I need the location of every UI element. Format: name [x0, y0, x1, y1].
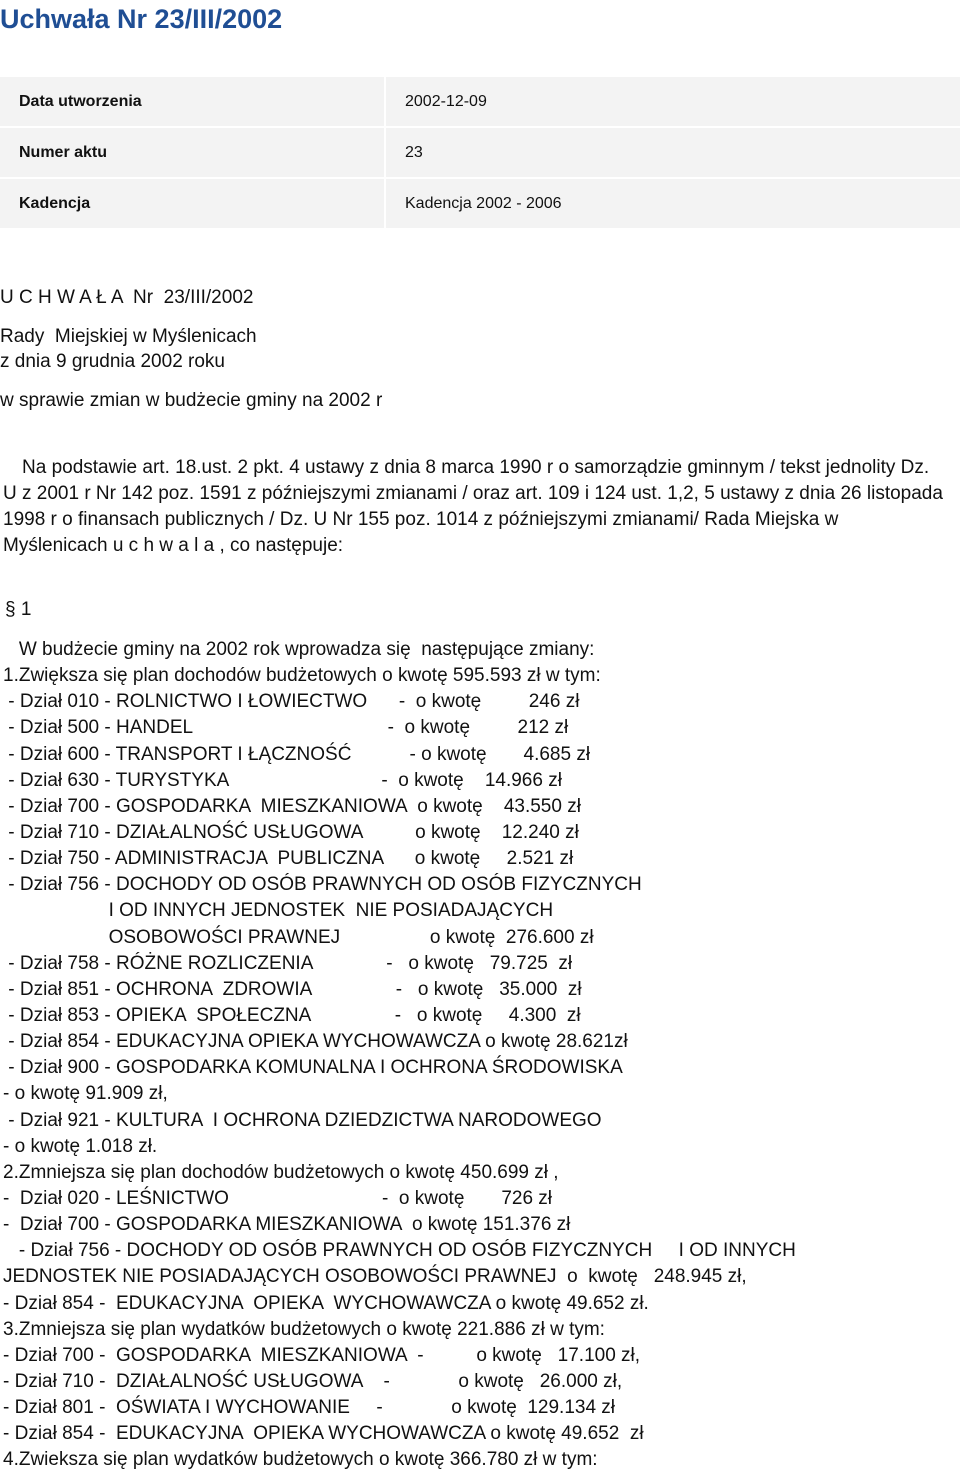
metadata-row	[0, 179, 960, 230]
section-number: § 1	[5, 599, 32, 620]
body-line: - Dział 020 - LEŚNICTWO - o kwotę 726 zł	[3, 1187, 553, 1209]
body-line: - Dział 854 - EDUKACYJNA OPIEKA WYCHOWAWCZA o kwotę 49.652 zł	[3, 1423, 644, 1445]
resolution-date: z dnia 9 grudnia 2002 roku	[0, 351, 225, 372]
body-line: I OD INNYCH JEDNOSTEK NIE POSIADAJĄCYCH	[3, 900, 554, 922]
metadata-row	[0, 128, 960, 179]
metadata-table	[0, 77, 960, 230]
body-line: - Dział 710 - DZIAŁALNOŚĆ USŁUGOWA - o kwotę 26.000 zł,	[3, 1370, 623, 1392]
body-line: - Dział 801 - OŚWIATA I WYCHOWANIE - o kwotę 129.134 zł	[3, 1397, 616, 1419]
body-line: - Dział 756 - DOCHODY OD OSÓB PRAWNYCH OD OSÓB FIZYCZNYCH I OD INNYCH	[3, 1240, 796, 1262]
body-line: - Dział 010 - ROLNICTWO I ŁOWIECTWO - o kwotę 246 zł	[3, 691, 580, 713]
metadata-label: Numer aktu	[0, 128, 386, 179]
body-line: OSOBOWOŚCI PRAWNEJ o kwotę 276.600 zł	[3, 926, 594, 948]
resolution-subject: w sprawie zmian w budżecie gminy na 2002 r	[0, 390, 383, 411]
body-line: - Dział 630 - TURYSTYKA - o kwotę 14.966 zł	[3, 769, 562, 791]
metadata-label: Data utworzenia	[0, 77, 386, 128]
body-line: - Dział 756 - DOCHODY OD OSÓB PRAWNYCH OD OSÓB FIZYCZNYCH	[3, 874, 642, 896]
body-line: 2.Zmniejsza się plan dochodów budżetowych o kwotę 450.699 zł ,	[3, 1161, 559, 1183]
body-line: - Dział 700 - GOSPODARKA MIESZKANIOWA - o kwotę 17.100 zł,	[3, 1344, 641, 1366]
body-line: - Dział 921 - KULTURA I OCHRONA DZIEDZICTWA NARODOWEGO	[3, 1109, 602, 1131]
body-line: - Dział 854 - EDUKACYJNA OPIEKA WYCHOWAWCZA o kwotę 49.652 zł.	[3, 1292, 649, 1314]
body-line: - Dział 900 - GOSPODARKA KOMUNALNA I OCHRONA ŚRODOWISKA	[3, 1057, 623, 1079]
preamble	[3, 455, 943, 559]
document-title: Uchwała Nr 23/III/2002	[0, 4, 283, 34]
budget-changes	[3, 637, 953, 1474]
metadata-value: 2002-12-09	[386, 77, 960, 128]
body-line: 3.Zmniejsza się plan wydatków budżetowych o kwotę 221.886 zł w tym:	[3, 1318, 605, 1340]
body-line: 1.Zwiększa się plan dochodów budżetowych o kwotę 595.593 zł w tym:	[3, 665, 601, 687]
body-line: JEDNOSTEK NIE POSIADAJĄCYCH OSOBOWOŚCI PRAWNEJ o kwotę 248.945 zł,	[3, 1266, 747, 1288]
body-line: 4.Zwieksza się plan wydatków budżetowych o kwotę 366.780 zł w tym:	[3, 1449, 598, 1471]
metadata-row	[0, 77, 960, 128]
body-line: - Dział 758 - RÓŻNE ROZLICZENIA - o kwotę 79.725 zł	[3, 952, 573, 974]
body-line: - Dział 750 - ADMINISTRACJA PUBLICZNA o kwotę 2.521 zł	[3, 848, 574, 870]
body-line: W budżecie gminy na 2002 rok wprowadza się następujące zmiany:	[3, 639, 595, 660]
metadata-label: Kadencja	[0, 179, 386, 230]
metadata-value: 23	[386, 128, 960, 179]
body-line: - Dział 854 - EDUKACYJNA OPIEKA WYCHOWAWCZA o kwotę 28.621zł	[3, 1031, 628, 1053]
body-line: - Dział 851 - OCHRONA ZDROWIA - o kwotę 35.000 zł	[3, 978, 582, 1000]
preamble-text: Na podstawie art. 18.ust. 2 pkt. 4 ustawy z dnia 8 marca 1990 r o samorządzie gminnym / tekst jednolity Dz. U z 2001 r Nr 142 poz. 1591 z późniejszymi zmianami / oraz art. 109 i 124 ust. 1,2, 5 ustawy z dnia 26 listopada 1998 r o finansach publicznych / Dz. U Nr 155 poz. 1014 z późniejszymi zmianami/ Rada Miejska w Myślenicach u c h w a l a , co następuje:	[3, 457, 943, 556]
body-line: - o kwotę 1.018 zł.	[3, 1135, 158, 1157]
body-line: - Dział 600 - TRANSPORT I ŁĄCZNOŚĆ - o kwotę 4.685 zł	[3, 743, 591, 765]
metadata-value: Kadencja 2002 - 2006	[386, 179, 960, 230]
body-line: - o kwotę 91.909 zł,	[3, 1083, 168, 1105]
body-line: - Dział 700 - GOSPODARKA MIESZKANIOWA o kwotę 151.376 zł	[3, 1214, 571, 1236]
body-line: - Dział 853 - OPIEKA SPOŁECZNA - o kwotę 4.300 zł	[3, 1004, 581, 1026]
body-line: - Dział 700 - GOSPODARKA MIESZKANIOWA o kwotę 43.550 zł	[3, 795, 581, 817]
resolution-heading: U C H W A Ł A Nr 23/III/2002	[0, 287, 254, 308]
body-line: - Dział 710 - DZIAŁALNOŚĆ USŁUGOWA o kwotę 12.240 zł	[3, 821, 579, 843]
council-name: Rady Miejskiej w Myślenicach	[0, 326, 257, 347]
body-line: - Dział 500 - HANDEL - o kwotę 212 zł	[3, 717, 569, 739]
